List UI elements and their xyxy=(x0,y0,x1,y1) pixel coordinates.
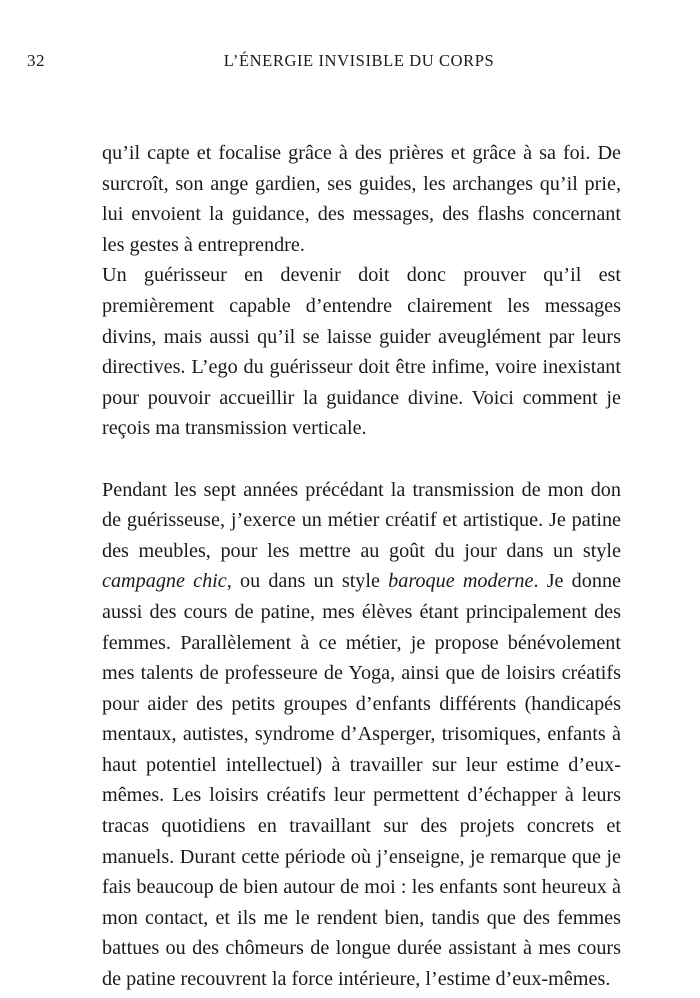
paragraph-3-text-c: . Je donne aussi des cours de patine, mes élèves étant principalement des femmes. Parallèlement à ce métier, je propose bénévolement mes talents de professeure de Yoga, ainsi que de loisirs créatifs pour aider des petits groupes d’enfants différents (handicapés mentaux, autistes, syndrome d’Asperger, trisomiques, enfants à haut potentiel intellectuel) à travailler sur leur estime d’eux-mêmes. Les loisirs créatifs leur permettent d’échapper à leurs tracas quotidiens en travaillant sur des projets concrets et manuels. Durant cette période où j’enseigne, je remarque que je fais beaucoup de bien autour de moi : les enfants sont heureux à mon contact, et ils me le rendent bien, tandis que des femmes battues ou des chômeurs de longue durée assistant à mes cours de patine recouvrent la force intérieure, l’estime d’eux-mêmes. xyxy=(102,570,622,991)
page-number: 32 xyxy=(27,51,45,70)
paragraph-3-text-b: , ou dans un style xyxy=(226,570,389,593)
emphasis-baroque-moderne: baroque moderne xyxy=(388,570,534,593)
paragraph-1: qu’il capte et focalise grâce à des prières et grâce à sa foi. De surcroît, son ange gardien, ses guides, les archanges qu’il prie, lui envoient la guidance, des messages, des flashs concernant les gestes à entreprendre. xyxy=(102,142,621,256)
emphasis-campagne-chic: campagne chic xyxy=(102,570,227,593)
running-head-title: L’ÉNERGIE INVISIBLE DU CORPS xyxy=(223,51,495,70)
body-text xyxy=(102,138,621,995)
paragraph-3-text-a: Pendant les sept années précédant la transmission de mon don de guérisseuse, j’exerce un métier créatif et artistique. Je patine des meubles, pour les mettre au goût du jour dans un style xyxy=(102,478,621,562)
paragraph-3 xyxy=(102,475,621,995)
paragraph-spacer xyxy=(102,444,621,475)
paragraph-2: Un guérisseur en devenir doit donc prouver qu’il est premièrement capable d’entendre clairement les messages divins, mais aussi qu’il se laisse guider aveuglément par leurs directives. L’ego du guérisseur doit être infime, voire inexistant pour pouvoir accueillir la guidance divine. Voici comment je reçois ma transmission verticale. xyxy=(102,264,621,440)
